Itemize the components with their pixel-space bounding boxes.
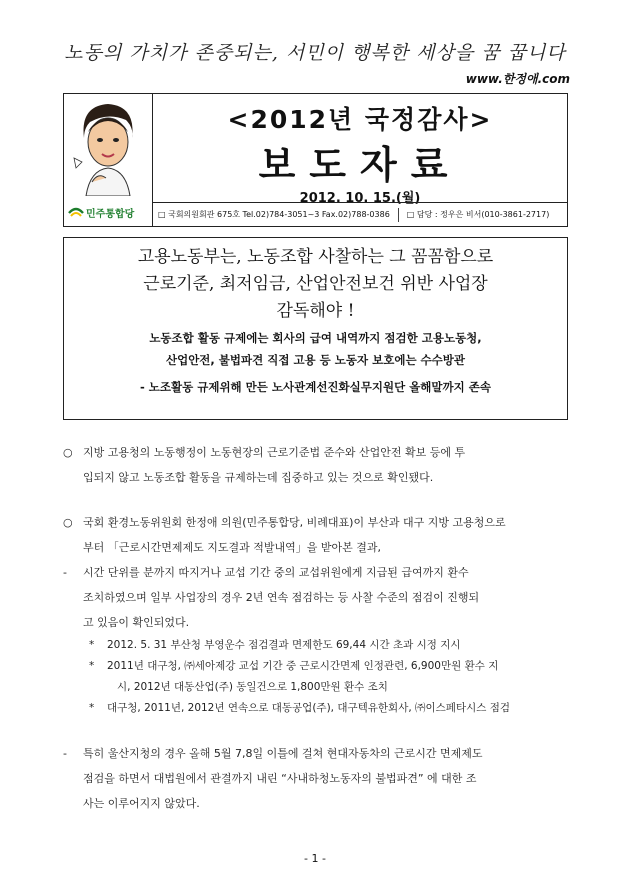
headline-line-1: 고용노동부는, 노동조합 사찰하는 그 꼼꼼함으로: [137, 247, 494, 267]
paragraph-line: 고 있음이 확인되었다.: [83, 616, 190, 629]
paragraph-2: [63, 510, 573, 560]
paragraph-line: 사는 이루어지지 않았다.: [83, 797, 200, 810]
contact-divider: [398, 208, 399, 222]
circle-bullet: ○: [63, 446, 73, 459]
website-url[interactable]: www.한정애.com: [465, 72, 570, 86]
portrait-caricature: [72, 98, 144, 196]
audit-title: <2012년 국정감사>: [227, 105, 493, 134]
body-text: [63, 440, 573, 816]
note-line: 2011년 대구청, ㈜세아제강 교섭 기간 중 근로시간면제 인정관련, 6,900만원 환수 지: [107, 660, 499, 672]
paragraph-line: 국회 환경노동위원회 한정애 의원(민주통합당, 비례대표)이 부산과 대구 지방 고용청으로: [83, 516, 506, 529]
release-date: 2012. 10. 15.(월): [299, 191, 421, 206]
paragraph-line: 입되지 않고 노동조합 활동을 규제하는데 집중하고 있는 것으로 확인됐다.: [83, 471, 434, 484]
office-contact: □ 국회의원회관 675호 Tel.02)784-3051~3 Fax.02)788-0386: [158, 210, 390, 219]
note-line: 2012. 5. 31 부산청 부영운수 점검결과 면제한도 69,44 시간 초과 시정 지시: [107, 639, 461, 651]
paragraph-line: 지방 고용청의 노동행정이 노동현장의 근로기준법 준수와 산업안전 확보 등에 투: [83, 446, 466, 459]
title-cell: [152, 94, 568, 206]
logo-cell: [64, 94, 153, 226]
page-number: - 1 -: [304, 852, 326, 865]
headline-line-3: 감독해야 !: [276, 301, 355, 321]
asterisk-bullet: *: [89, 660, 95, 672]
dash-bullet: -: [63, 566, 67, 579]
subheadline-dash: - 노조활동 규제위해 만든 노사관계선진화실무지원단 올해말까지 존속: [140, 380, 491, 394]
note-line: 시, 2012년 대동산업(주) 동일건으로 1,800만원 환수 조치: [117, 681, 388, 693]
subheadline-1: 노동조합 활동 규제에는 회사의 급여 내역까지 점검한 고용노동청,: [149, 331, 482, 345]
staff-contact: □ 담당 : 정우은 비서(010-3861-2717): [406, 210, 550, 219]
headline-line-2: 근로기준, 최저임금, 산업안전보건 위반 사업장: [143, 274, 488, 294]
note-1: [63, 635, 573, 656]
summary-box: [63, 237, 568, 420]
paragraph-4: [63, 741, 573, 816]
note-line: 대구청, 2011년, 2012년 연속으로 대동공업(주), 대구텍유한회사, ㈜이스페타시스 점검: [107, 702, 510, 714]
paragraph-line: 점검을 하면서 대법원에서 관결까지 내린 “사내하청노동자의 불법파견” 에 대한 조: [83, 772, 477, 785]
party-mark-icon: [68, 205, 84, 219]
circle-bullet: ○: [63, 516, 73, 529]
slogan: 노동의 가치가 존중되는, 서민이 행복한 세상을 꿈 꿉니다: [64, 42, 566, 64]
paragraph-line: 조치하였으며 일부 사업장의 경우 2년 연속 점검하는 등 사찰 수준의 점검이 진행되: [83, 591, 480, 604]
asterisk-bullet: *: [89, 702, 95, 714]
press-release-header: [63, 93, 568, 227]
asterisk-bullet: *: [89, 639, 95, 651]
party-logo-text: 민주통합당: [86, 208, 135, 220]
press-release-title: 보도자료: [258, 143, 462, 187]
note-2: [63, 656, 573, 698]
paragraph-line: 부터 「근로시간면제제도 지도결과 적발내역」을 받아본 결과,: [83, 541, 382, 554]
paragraph-line: 특히 울산지청의 경우 올해 5월 7,8일 이틀에 걸쳐 현대자동차의 근로시간 면제제도: [83, 747, 483, 760]
paragraph-line: 시간 단위를 분까지 따지거나 교섭 기간 중의 교섭위원에게 지급된 급여까지 환수: [83, 566, 469, 579]
contact-row: [152, 202, 568, 226]
party-logo: [68, 202, 146, 222]
dash-bullet: -: [63, 747, 67, 760]
note-3: [63, 698, 573, 719]
paragraph-3: [63, 560, 573, 635]
subheadline-2: 산업안전, 불법파견 직접 고용 등 노동자 보호에는 수수방관: [165, 353, 465, 367]
paragraph-1: [63, 440, 573, 490]
